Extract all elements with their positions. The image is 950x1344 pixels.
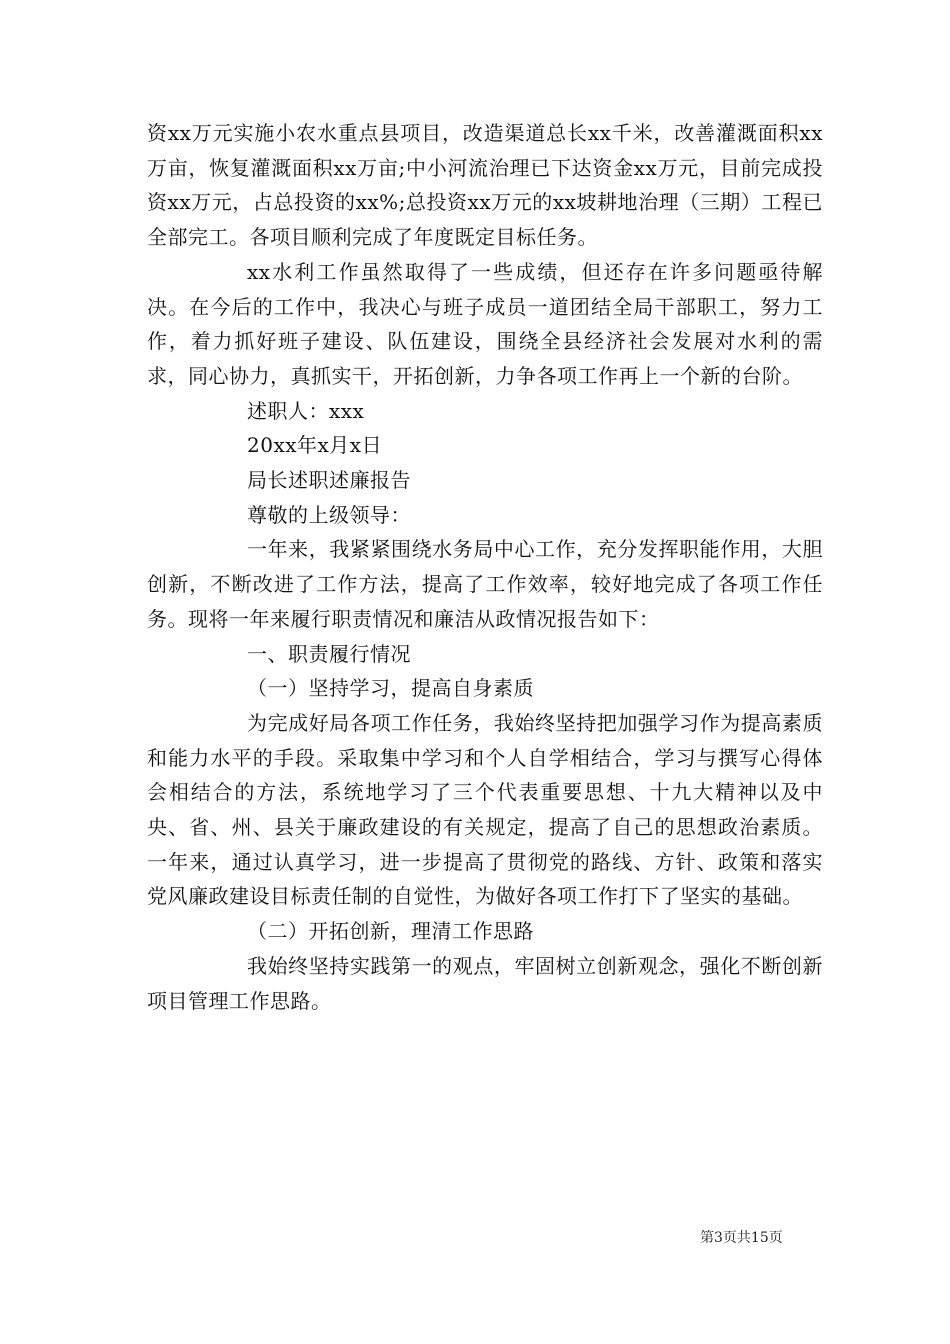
document-body: [147, 116, 823, 1018]
page-number-footer: 第3页共15页: [700, 1230, 783, 1246]
paragraph: 为完成好局各项工作任务，我始终坚持把加强学习作为提高素质和能力水平的手段。采取集中学习和个人自学相结合，学习与撰写心得体会相结合的方法，系统地学习了三个代表重要思想、十九大精神以及中央、省、州、县关于廉政建设的有关规定，提高了自己的思想政治素质。一年来，通过认真学习，进一步提高了贯彻党的路线、方针、政策和落实党风廉政建设目标责任制的自觉性，为做好各项工作打下了坚实的基础。: [147, 710, 823, 909]
paragraph: （一）坚持学习，提高自身素质: [247, 676, 534, 701]
paragraph: 一、职责履行情况: [247, 641, 411, 666]
paragraph: 述职人：xxx: [247, 398, 365, 423]
paragraph: 一年来，我紧紧围绕水务局中心工作，充分发挥职能作用，大胆创新，不断改进了工作方法，提高了工作效率，较好地完成了各项工作任务。现将一年来履行职责情况和廉洁从政情况报告如下：: [147, 537, 823, 631]
paragraph: 我始终坚持实践第一的观点，牢固树立创新观念，强化不断创新项目管理工作思路。: [147, 953, 823, 1013]
paragraph: （二）开拓创新，理清工作思路: [247, 919, 534, 944]
paragraph: 20xx年x月x日: [247, 433, 383, 458]
paragraph: 资xx万元实施小农水重点县项目，改造渠道总长xx千米，改善灌溉面积xx万亩，恢复灌溉面积xx万亩;中小河流治理已下达资金xx万元，目前完成投资xx万元，占总投资的xx%;总投资xx万元的xx坡耕地治理（三期）工程已全部完工。各项目顺利完成了年度既定目标任务。: [147, 121, 823, 250]
paragraph: xx水利工作虽然取得了一些成绩，但还存在许多问题亟待解决。在今后的工作中，我决心与班子成员一道团结全局干部职工，努力工作，着力抓好班子建设、队伍建设，围绕全县经济社会发展对水利的需求，同心协力，真抓实干，开拓创新，力争各项工作再上一个新的台阶。: [147, 259, 823, 388]
paragraph: 局长述职述廉报告: [247, 468, 411, 493]
paragraph: 尊敬的上级领导：: [247, 502, 411, 527]
